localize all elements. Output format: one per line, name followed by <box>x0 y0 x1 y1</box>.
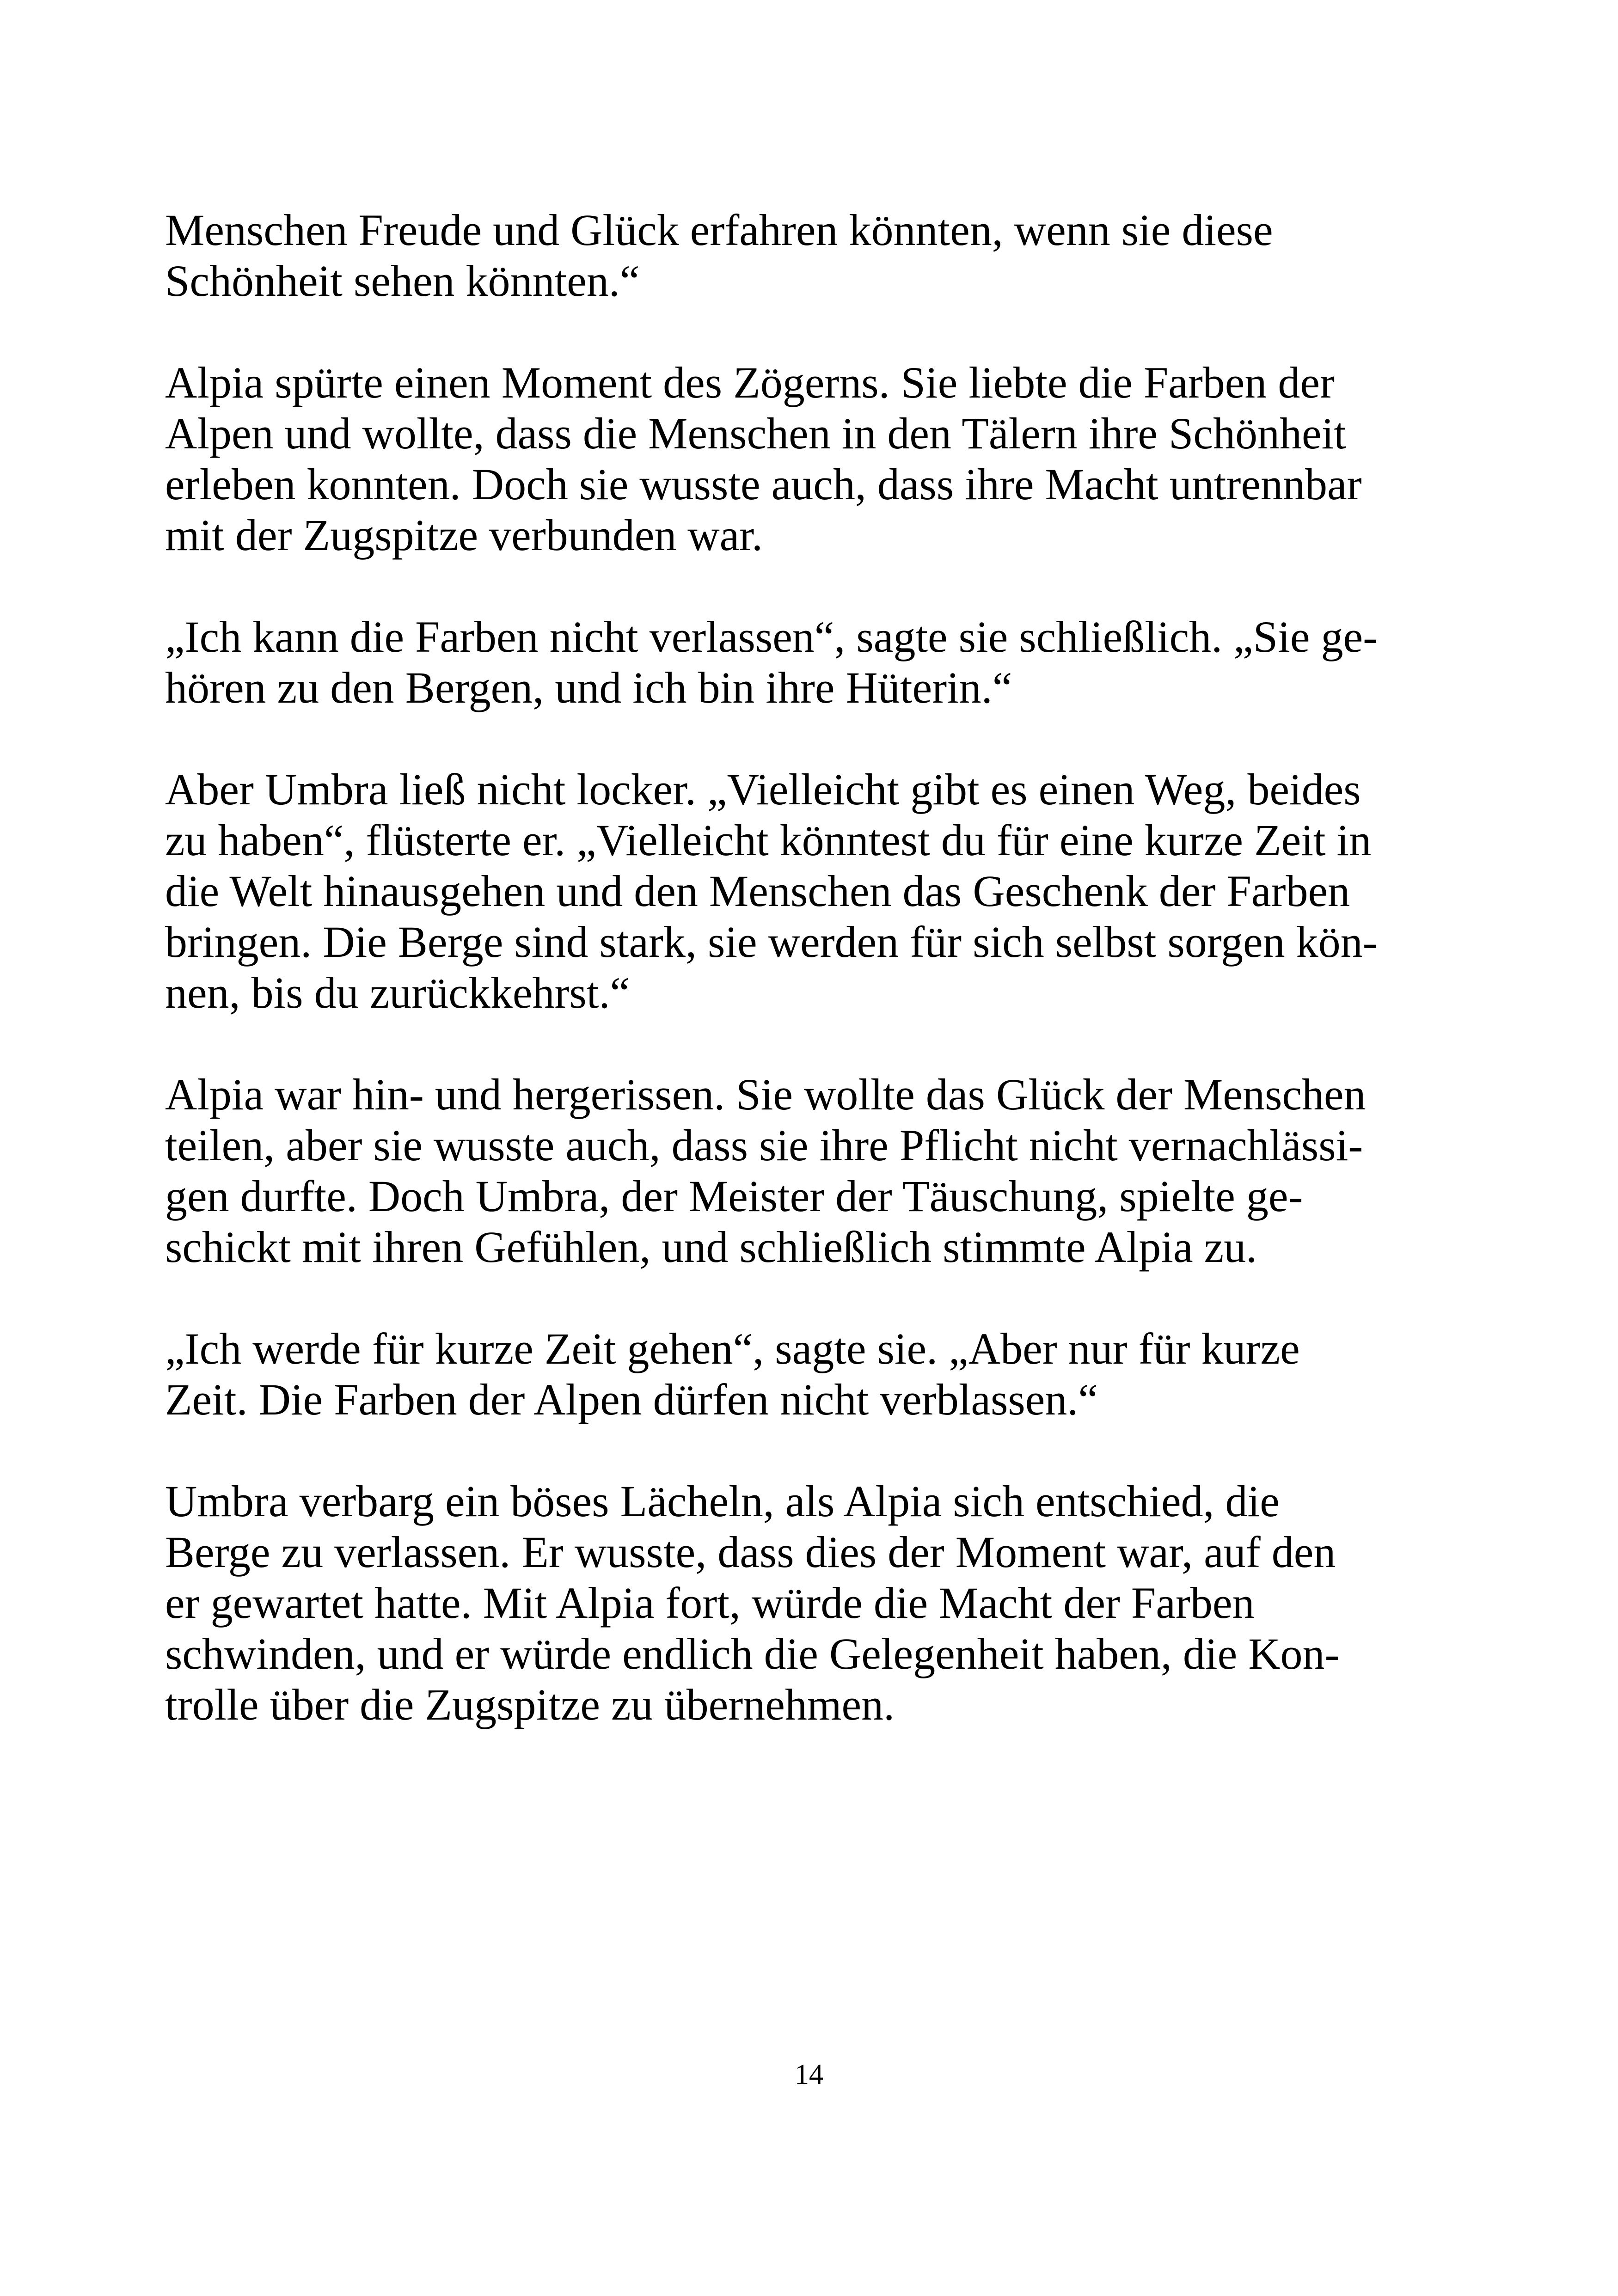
page-number: 14 <box>795 2059 823 2090</box>
body-text <box>165 205 1455 1730</box>
paragraph <box>165 205 1455 306</box>
text-line: nen, bis du zurückkehrst.“ <box>165 968 630 1017</box>
paragraph <box>165 1476 1455 1730</box>
text-line: Aber Umbra ließ nicht locker. „Vielleicht gibt es einen Weg, beides <box>165 765 1361 814</box>
paragraph <box>165 1323 1455 1425</box>
text-line: Alpen und wollte, dass die Menschen in den Tälern ihre Schönheit <box>165 409 1346 458</box>
text-line: schwinden, und er würde endlich die Gelegenheit haben, die Kon- <box>165 1629 1340 1678</box>
paragraph <box>165 764 1455 1018</box>
text-line: mit der Zugspitze verbunden war. <box>165 510 763 560</box>
text-line: teilen, aber sie wusste auch, dass sie ihre Pflicht nicht vernachlässi- <box>165 1120 1363 1170</box>
text-line: die Welt hinausgehen und den Menschen das Geschenk der Farben <box>165 866 1350 916</box>
text-line: trolle über die Zugspitze zu übernehmen. <box>165 1680 895 1729</box>
paragraph <box>165 357 1455 561</box>
text-line: zu haben“, flüsterte er. „Vielleicht könntest du für eine kurze Zeit in <box>165 815 1372 865</box>
text-line: Alpia war hin- und hergerissen. Sie wollte das Glück der Menschen <box>165 1070 1366 1119</box>
text-line: hören zu den Bergen, und ich bin ihre Hüterin.“ <box>165 663 1012 712</box>
text-line: Zeit. Die Farben der Alpen dürfen nicht verblassen.“ <box>165 1375 1098 1424</box>
text-line: Schönheit sehen könnten.“ <box>165 256 640 306</box>
text-line: „Ich werde für kurze Zeit gehen“, sagte sie. „Aber nur für kurze <box>165 1324 1300 1373</box>
text-line: gen durfte. Doch Umbra, der Meister der Täuschung, spielte ge- <box>165 1171 1303 1221</box>
text-line: Berge zu verlassen. Er wusste, dass dies der Moment war, auf den <box>165 1527 1336 1577</box>
text-line: Menschen Freude und Glück erfahren könnten, wenn sie diese <box>165 205 1273 255</box>
text-line: Umbra verbarg ein böses Lächeln, als Alpia sich entschied, die <box>165 1476 1280 1526</box>
text-line: schickt mit ihren Gefühlen, und schließlich stimmte Alpia zu. <box>165 1222 1257 1272</box>
paragraph <box>165 612 1455 713</box>
text-line: er gewartet hatte. Mit Alpia fort, würde die Macht der Farben <box>165 1578 1255 1628</box>
text-line: Alpia spürte einen Moment des Zögerns. Sie liebte die Farben der <box>165 358 1335 407</box>
text-line: „Ich kann die Farben nicht verlassen“, sagte sie schließlich. „Sie ge- <box>165 612 1378 661</box>
text-line: bringen. Die Berge sind stark, sie werden für sich selbst sorgen kön- <box>165 917 1378 967</box>
text-line: erleben konnten. Doch sie wusste auch, dass ihre Macht untrennbar <box>165 459 1362 509</box>
paragraph <box>165 1069 1455 1273</box>
